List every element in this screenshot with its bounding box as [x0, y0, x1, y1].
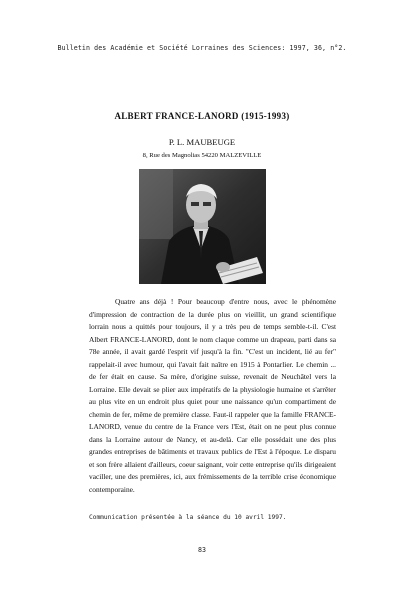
portrait-photo	[139, 169, 266, 284]
communication-note: Communication présentée à la séance du 10 avril 1997.	[89, 514, 287, 521]
page-number: 83	[198, 546, 206, 554]
author-name: P. L. MAUBEUGE	[168, 137, 236, 147]
article-title: ALBERT FRANCE-LANORD (1915-1993)	[114, 111, 290, 121]
body-paragraph	[89, 296, 336, 496]
author-address: 8, Rue des Magnolias 54220 MALZEVILLE	[142, 152, 262, 159]
body-text: Quatre ans déjà ! Pour beaucoup d'entre nous, avec le phénomène d'impression de contraction de la durée plus on vieillit, un grand scientifique lorrain nous a quittés pour toujours, il y a très peu de temps semble-t-il. C'est Albert FRANCE-LANORD, dont le nom claque comme un drapeau, parti dans sa 78e année, il avait gardé l'esprit vif jusqu'à la fin. "C'est un incident, lié au fer" rappelait-il avec humour, qui l'avait fait naître en 1915 à Pontarlier. Le chemin ... de fer était en cause. Sa mère, d'origine suisse, revenait de Neuchâtel vers la Lorraine. Elle devait se plier aux impératifs de la physiologie humaine et s'arrêter au plus vite en un endroit plus quiet pour une naissance qu'un compartiment de chemin de fer, même de première classe. Faut-il rappeler que la famille FRANCE-LANORD, venue du centre de la France vers l'Est, était on ne peut plus connue dans la Lorraine autour de Nancy, et au-delà. Car elle possédait une des plus grandes entreprises de bâtiments et travaux publics de l'Est à l'époque. Le disparu et son frère allaient d'ailleurs, coeur saignant, voir cette entreprise qu'ils dirigeaient vaciller, une des premières, ici, aux frémissements de la terrible crise économique contemporaine.	[89, 297, 336, 494]
portrait-illustration	[139, 169, 266, 284]
journal-header: Bulletin des Académie et Société Lorraines des Sciences: 1997, 36, n°2.	[57, 44, 347, 52]
